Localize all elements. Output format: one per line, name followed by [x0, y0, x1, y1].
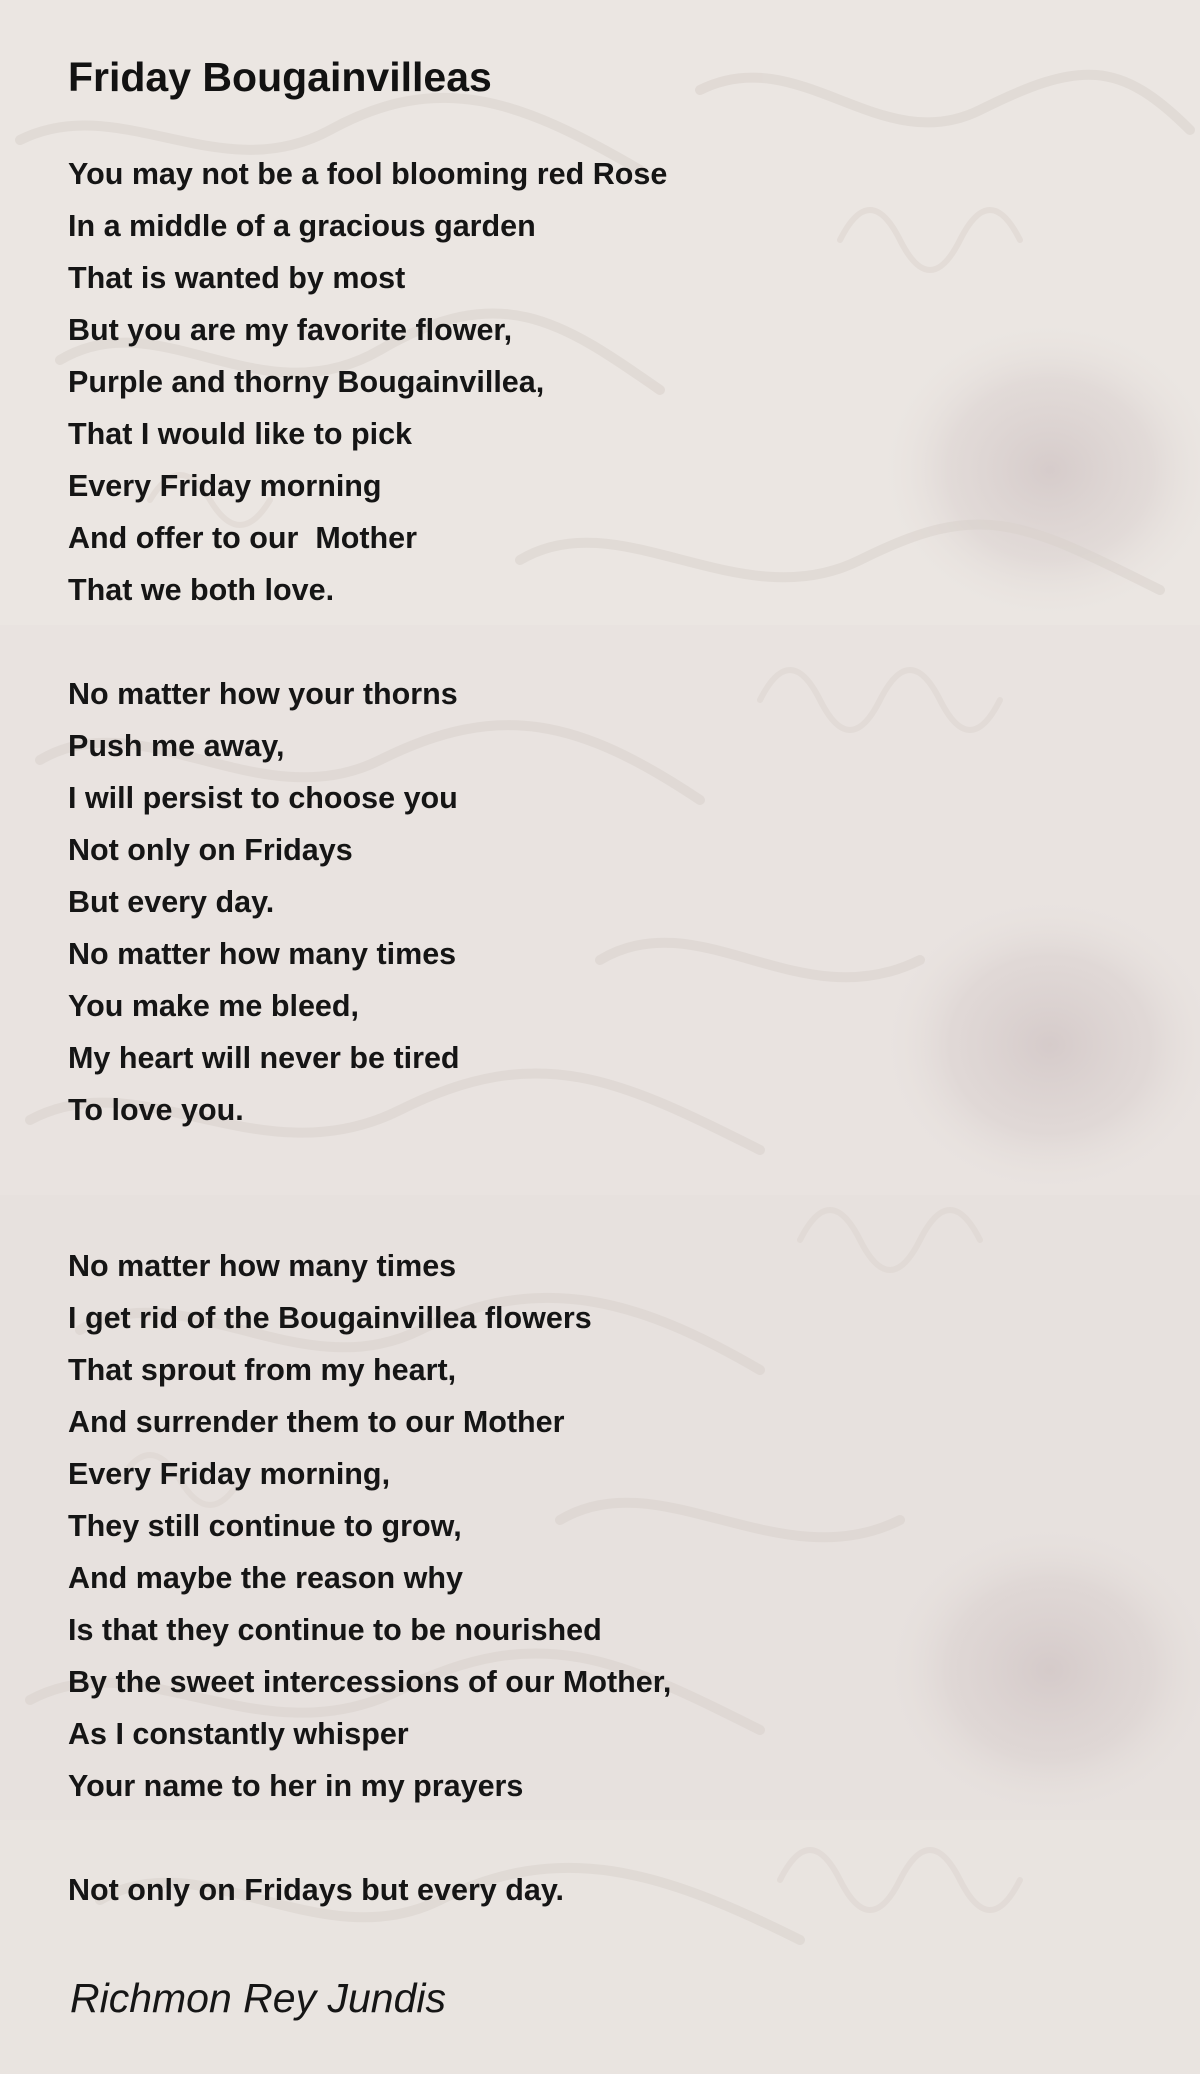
- poem-line: Your name to her in my prayers: [68, 1769, 524, 1803]
- poem-line: Is that they continue to be nourished: [68, 1613, 602, 1647]
- stanza: [68, 148, 1128, 616]
- stanza: [68, 1240, 1128, 1812]
- poem-line: My heart will never be tired: [68, 1041, 460, 1075]
- poem-line: And maybe the reason why: [68, 1561, 463, 1595]
- poem-line: Purple and thorny Bougainvillea,: [68, 365, 545, 399]
- poem-line: Every Friday morning: [68, 469, 382, 503]
- poem-line: That I would like to pick: [68, 417, 413, 451]
- stanza-break: [68, 1188, 1128, 1240]
- poem-line: No matter how many times: [68, 1249, 457, 1283]
- poem-line: As I constantly whisper: [68, 1717, 409, 1751]
- poem-line: To love you.: [68, 1093, 244, 1127]
- poem-line: Not only on Fridays but every day.: [68, 1873, 565, 1907]
- poem-line: And offer to our Mother: [68, 521, 418, 555]
- stanza: [68, 668, 1128, 1136]
- poem-body: [68, 148, 1128, 1916]
- poem-line: You may not be a fool blooming red Rose: [68, 157, 668, 191]
- poem-line: But every day.: [68, 885, 275, 919]
- poem-line: I get rid of the Bougainvillea flowers: [68, 1301, 592, 1335]
- poem-author: Richmon Rey Jundis: [70, 1975, 446, 2021]
- stanza-break: [68, 1136, 1128, 1188]
- poem-line: Push me away,: [68, 729, 285, 763]
- poem-line: That we both love.: [68, 573, 335, 607]
- poem-line: And surrender them to our Mother: [68, 1405, 565, 1439]
- poem-line: You make me bleed,: [68, 989, 359, 1023]
- poem-line: That is wanted by most: [68, 261, 406, 295]
- poem-line: No matter how many times: [68, 937, 457, 971]
- poem-line: In a middle of a gracious garden: [68, 209, 536, 243]
- poem-line: They still continue to grow,: [68, 1509, 462, 1543]
- poem-line: No matter how your thorns: [68, 677, 458, 711]
- poem-line: Every Friday morning,: [68, 1457, 391, 1491]
- poem-line: Not only on Fridays: [68, 833, 353, 867]
- poem-line: By the sweet intercessions of our Mother,: [68, 1665, 672, 1699]
- poem-line: I will persist to choose you: [68, 781, 458, 815]
- poem-line: That sprout from my heart,: [68, 1353, 457, 1387]
- stanza: [68, 1864, 1128, 1916]
- stanza-break: [68, 616, 1128, 668]
- poem-line: But you are my favorite flower,: [68, 313, 513, 347]
- stanza-break: [68, 1812, 1128, 1864]
- poem-title: Friday Bougainvilleas: [68, 54, 492, 100]
